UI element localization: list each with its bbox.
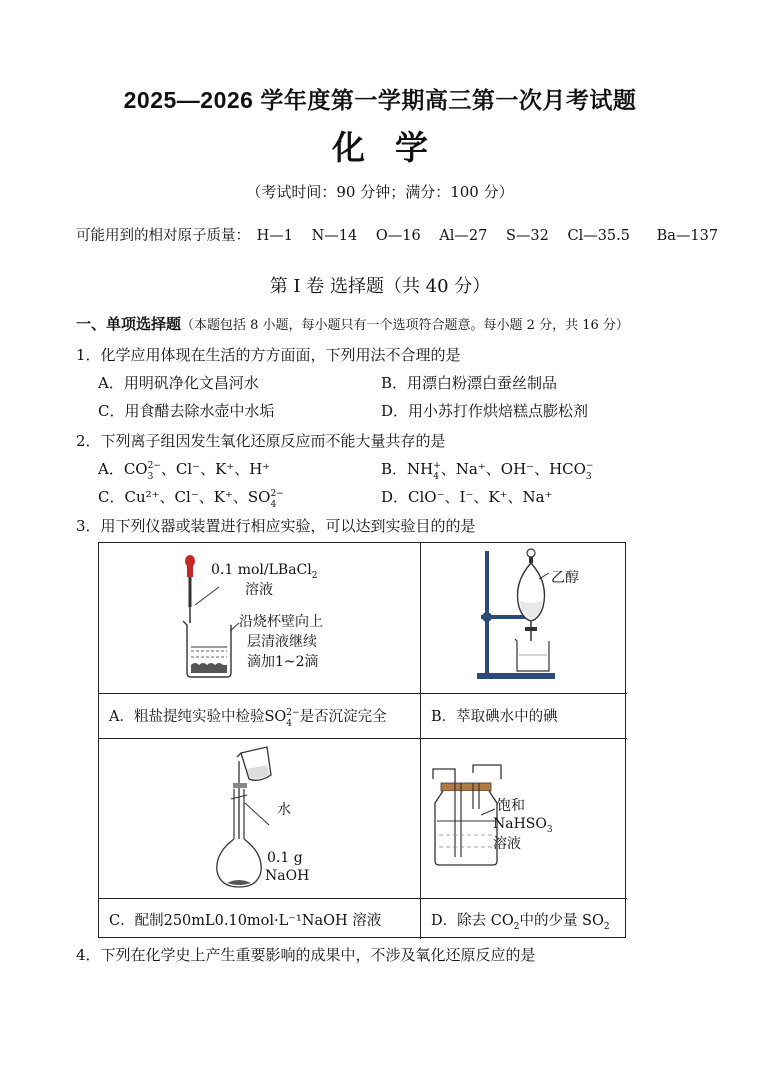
q2-option-d[interactable]: D．ClO⁻、I⁻、K⁺、Na⁺ bbox=[381, 488, 553, 506]
q2-option-c[interactable] bbox=[98, 486, 284, 510]
q2-c-sup: 2− bbox=[270, 489, 284, 499]
q2-c-prefix: C．Cu²⁺、Cl⁻、K⁺、SO bbox=[98, 488, 271, 506]
q2-option-a[interactable] bbox=[98, 458, 271, 482]
q3-figure-table bbox=[98, 542, 626, 938]
label-mass: 0.1 g bbox=[267, 850, 303, 866]
q2-b-sup2: − bbox=[585, 461, 594, 471]
subject-title: 化学 bbox=[332, 129, 458, 166]
question-2-stem: 2．下列离子组因发生氧化还原反应而不能大量共存的是 bbox=[76, 432, 446, 450]
q2-a-sup: 2− bbox=[147, 461, 161, 471]
q2-b-mid: 、Na⁺、OH⁻、HCO bbox=[440, 460, 586, 478]
part-note: （本题包括 8 小题，每小题只有一个选项符合题意。每小题 2 分，共 16 分） bbox=[181, 318, 629, 333]
q1-option-d[interactable]: D．用小苏打作烘焙糕点膨松剂 bbox=[381, 402, 589, 420]
q2-a-prefix: A．CO bbox=[98, 460, 148, 478]
label-water: 水 bbox=[277, 802, 291, 818]
atomic-masses-label: 可能用到的相对原子质量： bbox=[76, 228, 250, 244]
label-saturated: 饱和 bbox=[497, 798, 525, 814]
label-ethanol: 乙醇 bbox=[551, 570, 579, 586]
q2-a-sub: 3 bbox=[147, 472, 154, 482]
atomic-mass-item: N—14 bbox=[311, 228, 358, 244]
q2-b-sub: 4 bbox=[433, 472, 439, 482]
label-d-solution: 溶液 bbox=[493, 836, 521, 852]
table-divider bbox=[99, 898, 627, 899]
q1-option-a[interactable]: A．用明矾净化文昌河水 bbox=[98, 374, 259, 392]
q2-b-prefix: B．NH bbox=[381, 460, 434, 478]
q1-option-c[interactable]: C．用食醋去除水壶中水垢 bbox=[98, 402, 275, 420]
atomic-masses bbox=[76, 224, 732, 245]
label-solution: 溶液 bbox=[245, 582, 273, 598]
label-supernatant: 层清液继续 bbox=[247, 634, 317, 650]
q2-b-sub2: 3 bbox=[585, 472, 592, 482]
exam-info: （考试时间：90 分钟；满分：100 分） bbox=[246, 183, 514, 201]
part-title: 一、单项选择题 bbox=[76, 316, 182, 333]
part-heading bbox=[76, 313, 629, 334]
label-bacl2: 0.1 mol/LBaCl$_2$ bbox=[211, 562, 318, 581]
volumetric-flask-diagram bbox=[99, 739, 420, 898]
atomic-mass-item: Ba—137 bbox=[656, 228, 719, 244]
label-naoh: NaOH bbox=[265, 868, 310, 884]
label-nahso3: NaHSO$_3$ bbox=[493, 816, 553, 835]
atomic-mass-item: Al—27 bbox=[439, 228, 488, 244]
label-add-drops: 滴加1~2滴 bbox=[247, 654, 319, 670]
atomic-mass-item: H—1 bbox=[256, 228, 293, 244]
atomic-mass-item: S—32 bbox=[505, 228, 549, 244]
question-4-stem: 4．下列在化学史上产生重要影响的成果中，不涉及氧化还原反应的是 bbox=[76, 946, 536, 964]
q2-b-sup: + bbox=[433, 461, 441, 471]
q3-caption-d[interactable]: D．除去 $CO_2$中的少量 $SO_2$ bbox=[431, 913, 610, 932]
label-along-wall: 沿烧杯壁向上 bbox=[239, 614, 323, 630]
separatory-funnel-diagram bbox=[421, 543, 627, 693]
q3-caption-c[interactable]: C．配制250mL0.10mol·L⁻¹NaOH 溶液 bbox=[109, 913, 382, 929]
q3-caption-a[interactable]: A．粗盐提纯实验中检验$SO^{2-}$ 4 是否沉淀完全 bbox=[109, 708, 387, 729]
atomic-mass-item: O—16 bbox=[375, 228, 421, 244]
q3-caption-b[interactable]: B．萃取碘水中的碘 bbox=[431, 709, 558, 725]
q1-option-b[interactable]: B．用漂白粉漂白蚕丝制品 bbox=[381, 374, 558, 392]
section-heading: 第 Ⅰ 卷 选择题（共 40 分） bbox=[269, 276, 491, 297]
question-1-stem: 1．化学应用体现在生活的方方面面，下列用法不合理的是 bbox=[76, 346, 461, 364]
exam-title: 2025—2026 学年度第一学期高三第一次月考试题 bbox=[123, 87, 637, 113]
atomic-mass-item: Cl—35.5 bbox=[567, 228, 630, 244]
question-3-stem: 3．用下列仪器或装置进行相应实验，可以达到实验目的的是 bbox=[76, 517, 476, 535]
table-divider bbox=[99, 693, 627, 694]
q2-a-rest: 、Cl⁻、K⁺、H⁺ bbox=[160, 460, 271, 478]
q2-option-b[interactable] bbox=[381, 458, 594, 482]
q2-c-sub: 4 bbox=[270, 500, 277, 510]
